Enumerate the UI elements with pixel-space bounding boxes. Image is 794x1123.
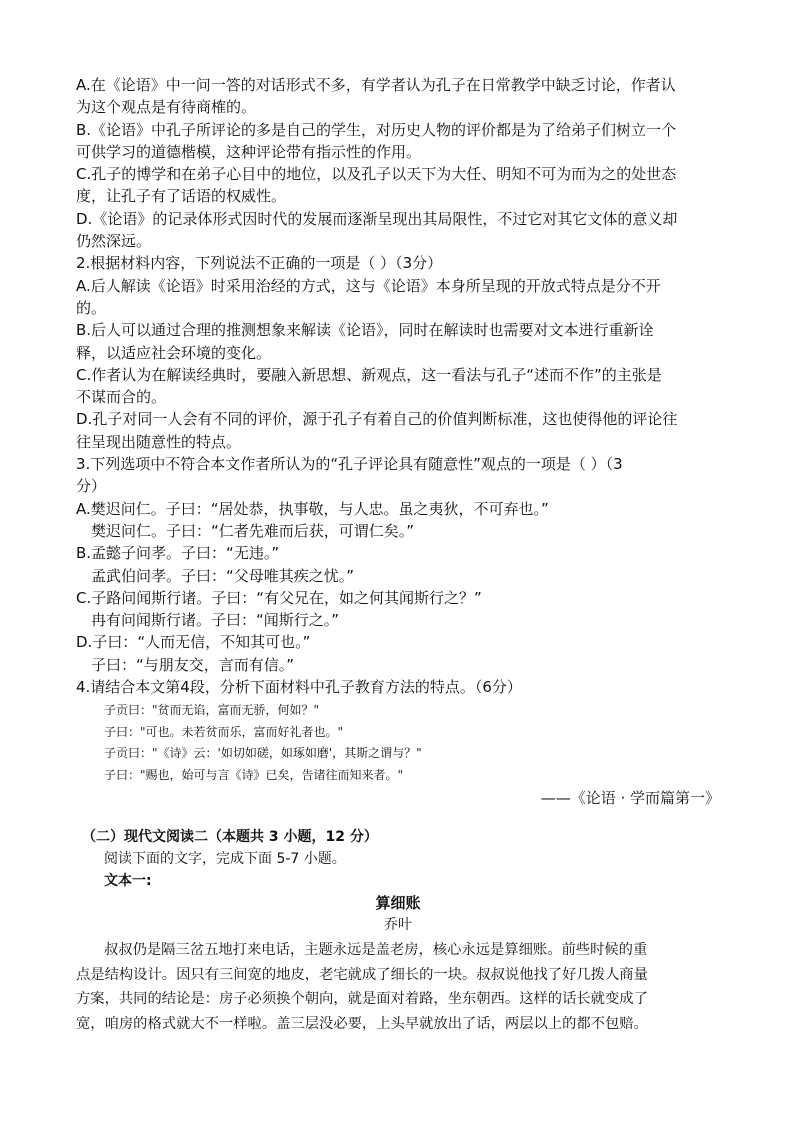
text-line: C.孔子的博学和在弟子心目中的地位，以及孔子以天下为大任、明知不可为而为之的处世态 (76, 165, 677, 184)
quote-line: 子曰："可也。未若贫而乐，富而好礼者也。" (104, 724, 344, 739)
question-stem: 3.下列选项中不符合本文作者所认为的“孔子评论具有随意性”观点的一项是（ ）（3 (76, 455, 623, 474)
quote-line: 子贡曰："贫而无谄，富而无骄，何如？" (104, 703, 320, 718)
question-4 (76, 676, 720, 810)
text-line: 往呈现出随意性的特点。 (76, 432, 242, 451)
q1-option-a (76, 74, 720, 119)
section-heading: （二）现代文阅读二（本题共 3 小题，12 分） (82, 829, 378, 846)
quote-source: ——《论语 · 学而篇第一》 (540, 789, 720, 808)
q1-option-c (76, 163, 720, 208)
quote-line: 子贡曰："《诗》云：'如切如磋，如琢如磨'，其斯之谓与？" (104, 746, 422, 761)
question-stem: 2.根据材料内容，下列说法不正确的一项是（ ）（3分） (76, 254, 443, 273)
text-line: 孟武伯问孝。子曰：“父母唯其疾之忧。” (91, 566, 355, 585)
question-stem: 4.请结合本文第4段，分析下面材料中孔子教育方法的特点。（6分） (76, 678, 522, 697)
q1-option-d (76, 208, 720, 253)
text-line: 度，让孔子有了话语的权威性。 (76, 187, 287, 206)
q2-option-a: A.后人解读《论语》时采用治经的方式，这与《论语》本身所呈现的开放式特点是分不开 (76, 276, 661, 295)
text-line: 不谋而合的。 (76, 388, 167, 407)
text-line: 为这个观点是有待商榷的。 (76, 98, 257, 117)
text-line: 冉有问闻斯行诸。子曰：“闻斯行之。” (91, 611, 340, 630)
text-line: D.《论语》的记录体形式因时代的发展而逐渐呈现出其局限性，不过它对其它文体的意义却 (76, 209, 678, 228)
q1-options (76, 74, 720, 252)
story-line: 方案，共同的结论是：房子必须换个朝向，就是面对着路，坐东朝西。这样的话长就变成了 (76, 991, 648, 1008)
q3-option-d: D.子曰：“人而无信，不知其可也。” (76, 633, 311, 652)
q2-option-c: C.作者认为在解读经典时，要融入新思想、新观点，这一看法与孔子“述而不作”的主张是 (76, 365, 662, 384)
text-line: B.《论语》中孔子所评论的多是自己的学生，对历史人物的评价都是为了给弟子们树立一个 (76, 120, 677, 139)
question-3 (76, 453, 720, 676)
story-author: 乔叶 (384, 917, 412, 934)
story-line: 点是结构设计。因只有三间宽的地皮，老宅就成了细长的一块。叔叔说他找了好几拨人商量 (76, 966, 648, 983)
question-2 (76, 252, 720, 453)
text-line: 的。 (76, 298, 107, 317)
text-line: 释，以适应社会环境的变化。 (76, 343, 272, 362)
section-instruction: 阅读下面的文字，完成下面 5-7 小题。 (104, 851, 346, 868)
text-line: 仍然深远。 (76, 232, 152, 251)
text-line: 分） (76, 477, 107, 496)
story-line: 叔叔仍是隔三岔五地打来电话，主题永远是盖老房，核心永远是算细账。前些时候的重 (104, 942, 648, 959)
text-label: 文本一: (104, 873, 152, 890)
story-line: 宽，咱房的格式就大不一样啦。盖三层没必要，上头早就放出了话，两层以上的都不包赔。 (76, 1015, 648, 1032)
exam-page (76, 74, 720, 1036)
text-line: 可供学习的道德楷模，这种评论带有指示性的作用。 (76, 142, 422, 161)
text-line: 樊迟问仁。子曰：“仁者先难而后获，可谓仁矣。” (91, 521, 415, 540)
q3-option-a: A.樊迟问仁。子曰：“居处恭，执事敬，与人忠。虽之夷狄，不可弃也。” (76, 499, 549, 518)
q3-option-b: B.孟懿子问孝。子曰：“无违。” (76, 544, 280, 563)
text-line: 子曰：“与朋友交，言而有信。” (91, 655, 295, 674)
q3-option-c: C.子路问闻斯行诸。子曰：“有父兄在，如之何其闻斯行之？” (76, 588, 482, 607)
story-title: 算细账 (375, 894, 421, 913)
quote-line: 子曰："赐也，始可与言《诗》已矣，告诸往而知来者。" (104, 767, 404, 782)
text-line: A.在《论语》中一问一答的对话形式不多，有学者认为孔子在日常教学中缺乏讨论，作者认 (76, 76, 676, 94)
q2-option-b: B.后人可以通过合理的推测想象来解读《论语》，同时在解读时也需要对文本进行重新诠 (76, 321, 654, 340)
q2-option-d: D.孔子对同一人会有不同的评价，源于孔子有着自己的价值判断标准，这也使得他的评论往 (76, 410, 678, 429)
section-2 (76, 826, 720, 1036)
q1-option-b (76, 119, 720, 164)
